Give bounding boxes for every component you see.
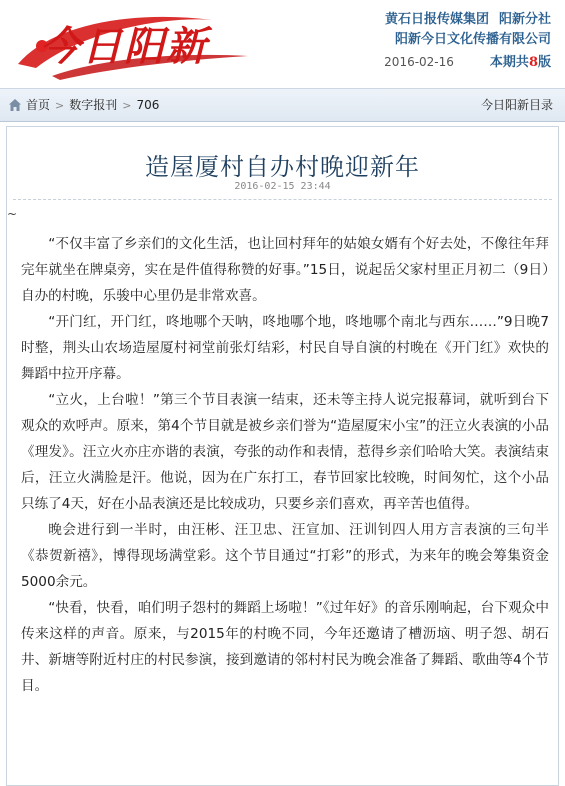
publisher-info [384,10,551,73]
issue-index-link[interactable]: 今日阳新目录 [480,98,553,112]
nav-bar [0,88,565,122]
home-icon [8,98,22,112]
publisher-line1 [384,10,551,30]
article-paragraph: “立火，上台啦！”第三个节目表演一结束，还未等主持人说完报幕词，就听到台下观众的欢呼声。原来，第4个节目就是被乡亲们誉为“造屋厦宋小宝”的汪立火表演的小品《理发》。汪立火亦庄亦谐的表演，夸张的动作和表情，惹得乡亲们哈哈大笑。表演结束后，汪立火满脸是汗。他说，因为在广东打工，春节回家比较晚，时间匆忙，这个小品只练了4天，好在小品表演还是比较成功，只要乡亲们喜欢，再辛苦也值得。 [21,392,549,512]
breadcrumb-home[interactable]: 首页 [26,98,51,112]
pages-suffix: 版 [537,55,551,70]
title-divider [13,199,552,200]
breadcrumb-separator-icon: > [122,99,132,112]
issue-info [384,52,551,73]
masthead [0,0,565,88]
publisher-branch: 阳新分社 [498,12,551,27]
article-paragraph: 晚会进行到一半时，由汪彬、汪卫忠、汪宣加、汪训钊四人用方言表演的三句半《恭贺新禧》，博得现场满堂彩。这个节目通过“打彩”的形式，为来年的晚会筹集资金5000余元。 [21,522,549,590]
breadcrumb-digital-paper[interactable]: 数字报刊 [69,98,118,112]
publisher-group: 黄石日报传媒集团 [384,12,489,27]
issue-date: 2016-02-16 [384,55,454,69]
breadcrumb-current: 706 [136,98,160,112]
svg-text:今日阳新: 今日阳新 [40,23,208,70]
article-title: 造屋厦村自办村晚迎新年 [145,153,420,181]
article-paragraph: “快看，快看，咱们明子怨村的舞蹈上场啦！”《过年好》的音乐刚响起，台下观众中传来这样的声音。原来，与2015年的村晚不同，今年还邀请了槽沥垴、明子怨、胡石井、新塘等附近村庄的村民参演，接到邀请的邻村村民为晚会准备了舞蹈、歌曲等4个节目。 [21,600,549,694]
breadcrumb [26,89,159,121]
pages-count: 8 [528,55,538,70]
publisher-line2: 阳新今日文化传播有限公司 [394,32,551,47]
article-paragraph: “开门红，开门红，咚地哪个天呐，咚地哪个地，咚地哪个南北与西东……”9日晚7时整，荆头山农场造屋厦村祠堂前张灯结彩，村民自导自演的村晚在《开门红》欢快的舞蹈中拉开序幕。 [21,314,549,382]
pages-prefix: 本期共 [489,55,529,70]
breadcrumb-separator-icon: > [55,99,65,112]
article-frame [6,126,559,786]
article-body [21,231,549,699]
site-logo[interactable] [12,6,262,82]
article-timestamp: 2016-02-15 23:44 [234,181,331,192]
article-tilde: ~ [7,207,18,221]
article-paragraph: “不仅丰富了乡亲们的文化生活，也让回村拜年的姑娘女婿有个好去处，不像往年拜完年就坐在牌桌旁，实在是件值得称赞的好事。”15日，说起岳父家村里正月初二（9日）自办的村晚，乐骏中心里仍是非常欢喜。 [21,236,549,304]
logo-graphic [12,6,262,82]
